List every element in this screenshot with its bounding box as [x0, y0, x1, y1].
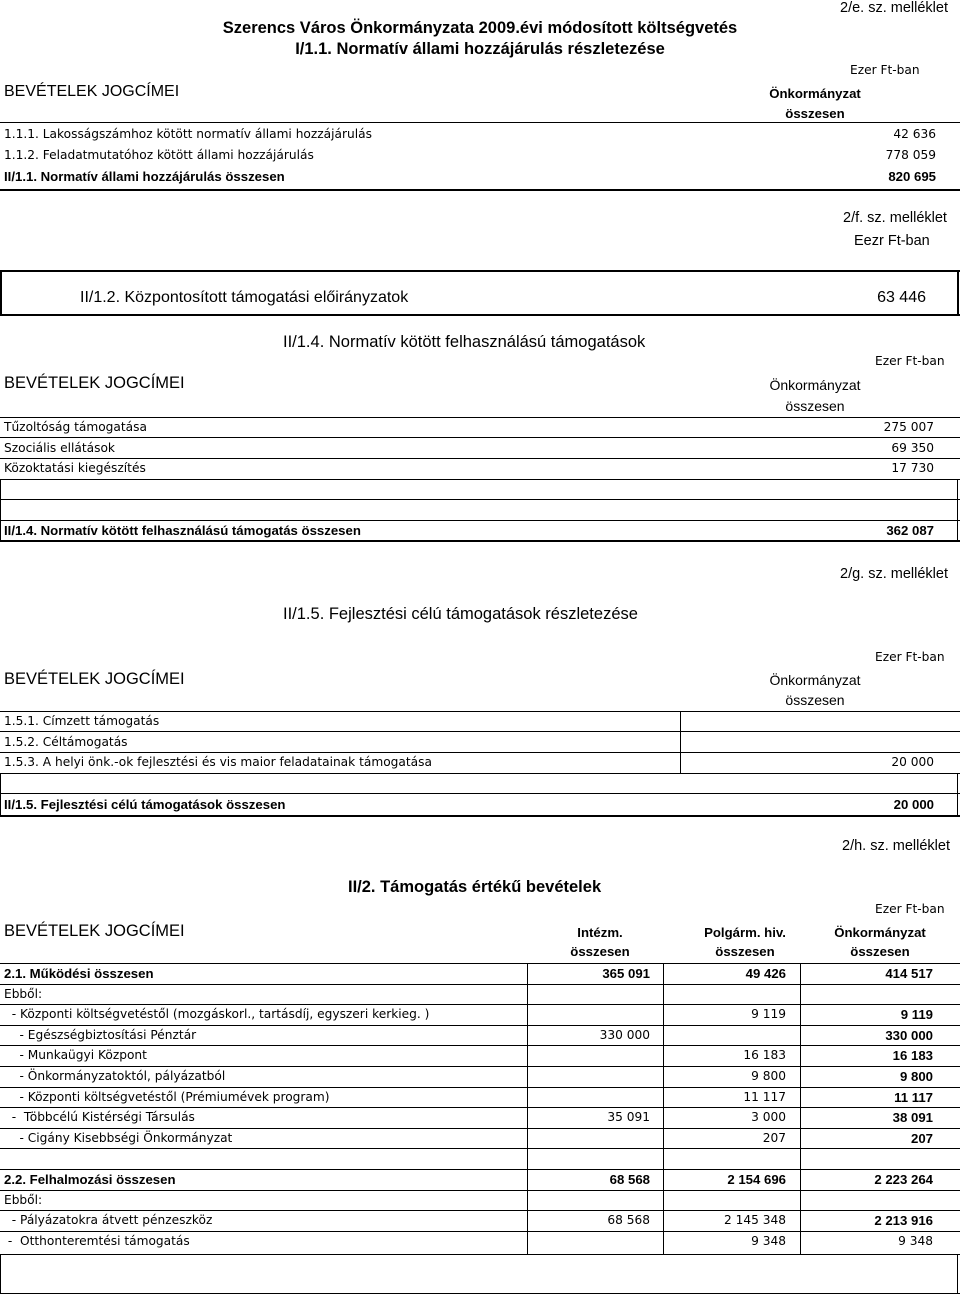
- support-row-onk: 207: [910, 1131, 933, 1146]
- table-row-value: 778 059: [885, 148, 936, 162]
- unit-label: Ezer Ft-ban: [850, 63, 920, 77]
- support-row-onk: 9 119: [900, 1007, 933, 1022]
- support-row-label: Ebből:: [4, 1193, 43, 1207]
- table-row-label: 1.5.2. Céltámogatás: [4, 735, 128, 749]
- row-divider: [0, 1087, 960, 1088]
- row-divider: [0, 1231, 960, 1232]
- row-divider: [0, 1210, 960, 1211]
- support-row-intezm: 365 091: [602, 966, 650, 981]
- support-row-polgarm: 9 119: [751, 1007, 786, 1021]
- support-row-label: 2.2. Felhalmozási összesen: [4, 1172, 176, 1187]
- support-row-onk: 38 091: [892, 1110, 933, 1125]
- row-divider: [0, 1025, 960, 1026]
- support-row-polgarm: 3 000: [751, 1110, 786, 1124]
- unit-label: Ezer Ft-ban: [875, 902, 945, 916]
- support-row-label: - Önkormányzatoktól, pályázatból: [4, 1069, 226, 1083]
- table-row-label: Szociális ellátások: [4, 441, 115, 455]
- table-row-label: Tűzoltóság támogatása: [4, 420, 147, 434]
- column-header-intezm: Intézm.: [577, 925, 623, 940]
- support-row-onk: 414 517: [885, 966, 933, 981]
- central-support-label: II/1.2. Központosított támogatási előirányzatok: [80, 289, 409, 306]
- table-row-label: 1.1.1. Lakosságszámhoz kötött normatív állami hozzájárulás: [4, 127, 372, 141]
- support-row-onk: 330 000: [885, 1028, 933, 1043]
- support-row-onk: 2 213 916: [874, 1213, 933, 1228]
- column-header-value: összesen: [785, 106, 845, 121]
- page-title: Szerencs Város Önkormányzata 2009.évi módosított költségvetés: [222, 19, 738, 37]
- section-title-1-5: II/1.5. Fejlesztési célú támogatások részletezése: [283, 605, 638, 623]
- column-header-polgarm: összesen: [715, 944, 775, 959]
- support-row-polgarm: 11 117: [743, 1090, 786, 1104]
- section-title-1-4: II/1.4. Normatív kötött felhasználású támogatások: [283, 333, 646, 351]
- table-row-value: 20 000: [891, 755, 934, 769]
- column-header-polgarm: Polgárm. hiv.: [704, 925, 786, 940]
- section-title-2: II/2. Támogatás értékű bevételek: [348, 878, 602, 896]
- table-row-value: 275 007: [883, 420, 934, 434]
- central-support-value: 63 446: [877, 289, 926, 306]
- table-row-label: 1.5.3. A helyi önk.-ok fejlesztési és vis maior feladatainak támogatása: [4, 755, 432, 769]
- support-row-onk: 9 800: [899, 1069, 933, 1084]
- unit-label: Ezer Ft-ban: [875, 354, 945, 368]
- support-row-label: - Otthonteremtési támogatás: [4, 1234, 190, 1248]
- column-header-value: összesen: [785, 692, 845, 708]
- row-divider: [0, 1045, 960, 1046]
- section-title-1-1: I/1.1. Normatív állami hozzájárulás részletezése: [295, 40, 665, 58]
- row-divider: [0, 1169, 960, 1170]
- column-header-onk: Önkormányzat: [834, 925, 926, 940]
- support-row-label: Ebből:: [4, 987, 43, 1001]
- row-divider: [0, 1148, 960, 1149]
- table-row-label: 1.5.1. Címzett támogatás: [4, 714, 160, 728]
- total-value: 362 087: [886, 523, 934, 538]
- support-row-label: - Központi költségvetéstől (Prémiumévek program): [4, 1090, 330, 1104]
- support-row-polgarm: 16 183: [743, 1048, 786, 1062]
- attachment-label-2h: 2/h. sz. melléklet: [842, 838, 950, 854]
- support-row-intezm: 68 568: [609, 1172, 650, 1187]
- unit-label: Ezer Ft-ban: [875, 650, 945, 664]
- row-divider: [0, 1004, 960, 1005]
- support-row-label: - Pályázatokra átvett pénzeszköz: [4, 1213, 213, 1227]
- support-row-intezm: 330 000: [599, 1028, 650, 1042]
- column-header-onk: összesen: [850, 944, 910, 959]
- attachment-label-2f: 2/f. sz. melléklet: [843, 210, 947, 226]
- row-divider: [0, 1107, 960, 1108]
- support-row-label: - Munkaügyi Központ: [4, 1048, 147, 1062]
- column-header-label: BEVÉTELEK JOGCÍMEI: [4, 83, 180, 100]
- support-row-polgarm: 207: [762, 1131, 786, 1145]
- total-value: 820 695: [888, 169, 936, 184]
- column-header-value: összesen: [785, 398, 845, 414]
- support-row-onk: 16 183: [892, 1048, 933, 1063]
- support-row-label: 2.1. Működési összesen: [4, 966, 154, 981]
- column-header-label: BEVÉTELEK JOGCÍMEI: [4, 670, 185, 688]
- support-row-label: - Többcélú Kistérségi Társulás: [4, 1110, 195, 1124]
- table-row-value: 42 636: [893, 127, 936, 141]
- support-row-intezm: 35 091: [607, 1110, 650, 1124]
- column-header-value: Önkormányzat: [769, 86, 861, 101]
- table-row-value: 17 730: [891, 461, 934, 475]
- attachment-label-2g: 2/g. sz. melléklet: [840, 566, 948, 582]
- support-row-polgarm: 2 145 348: [723, 1213, 786, 1227]
- support-row-polgarm: 2 154 696: [727, 1172, 786, 1187]
- attachment-label-2e: 2/e. sz. melléklet: [840, 0, 948, 16]
- table-row-value: 69 350: [891, 441, 934, 455]
- row-divider: [0, 984, 960, 985]
- support-row-polgarm: 9 800: [751, 1069, 786, 1083]
- column-header-value: Önkormányzat: [769, 377, 861, 393]
- support-row-polgarm: 9 348: [751, 1234, 786, 1248]
- column-header-label: BEVÉTELEK JOGCÍMEI: [4, 922, 185, 940]
- total-value: 20 000: [893, 797, 934, 812]
- column-header-intezm: összesen: [570, 944, 630, 959]
- column-header-label: BEVÉTELEK JOGCÍMEI: [4, 374, 185, 392]
- column-header-value: Önkormányzat: [769, 672, 861, 688]
- total-label: II/1.5. Fejlesztési célú támogatások összesen: [4, 797, 286, 812]
- support-row-label: - Központi költségvetéstől (mozgáskorl., tartásdíj, egyszeri kerkieg. ): [4, 1007, 430, 1021]
- support-row-onk: 2 223 264: [874, 1172, 933, 1187]
- unit-label: Eezr Ft-ban: [854, 233, 930, 249]
- support-row-onk: 11 117: [894, 1090, 933, 1105]
- support-row-intezm: 68 568: [607, 1213, 650, 1227]
- total-label: II/1.4. Normatív kötött felhasználású támogatás összesen: [4, 523, 361, 538]
- table-row-label: 1.1.2. Feladatmutatóhoz kötött állami hozzájárulás: [4, 148, 314, 162]
- row-divider: [0, 1190, 960, 1191]
- row-divider: [0, 1128, 960, 1129]
- support-row-onk: 9 348: [898, 1234, 933, 1248]
- row-divider: [0, 1066, 960, 1067]
- support-row-label: - Egészségbiztosítási Pénztár: [4, 1028, 197, 1042]
- total-label: II/1.1. Normatív állami hozzájárulás összesen: [4, 169, 285, 184]
- support-row-label: - Cigány Kisebbségi Önkormányzat: [4, 1131, 233, 1145]
- table-row-label: Közoktatási kiegészítés: [4, 461, 146, 475]
- support-row-polgarm: 49 426: [745, 966, 786, 981]
